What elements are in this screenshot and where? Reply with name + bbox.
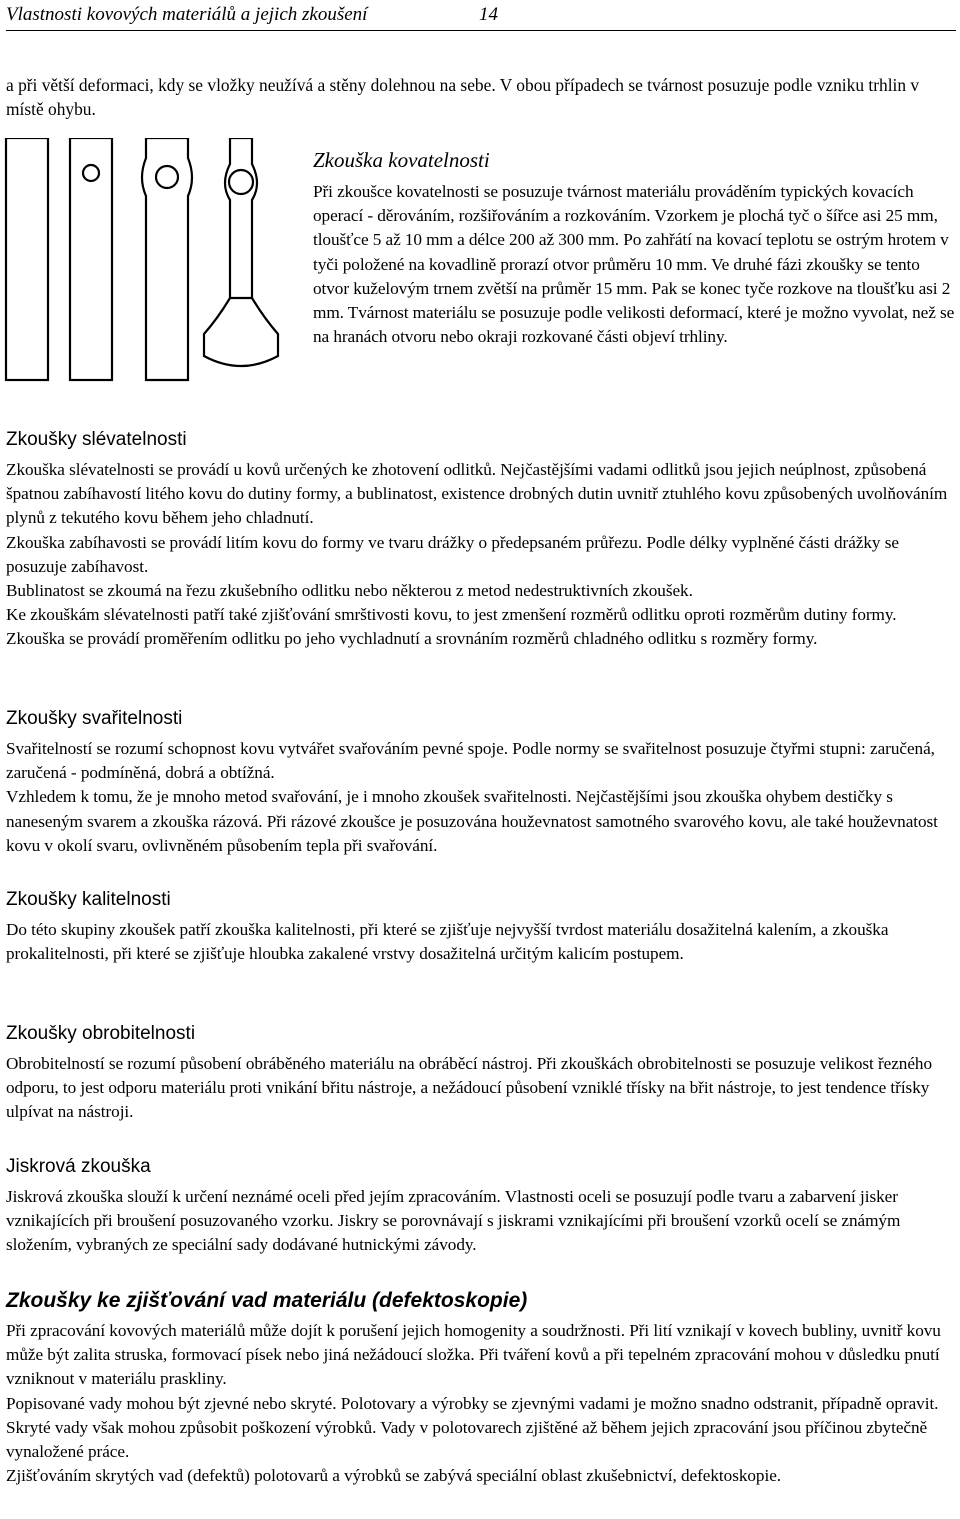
casting-paragraph: Bublinatost se zkoumá na řezu zkušebního odlitku nebo některou z metod nedestruktivních zkoušek. bbox=[6, 581, 693, 601]
specimen-plain bbox=[6, 138, 48, 380]
page-header bbox=[6, 2, 956, 28]
forging-test-specimens-figure bbox=[4, 138, 289, 388]
specimen-forged bbox=[204, 138, 278, 366]
casting-section bbox=[6, 428, 956, 652]
welding-section bbox=[6, 707, 956, 858]
forging-test-block bbox=[313, 146, 956, 349]
welding-paragraph: Svařitelností se rozumí schopnost kovu vytvářet svařováním pevné spoje. Podle normy se svařitelnost posuzuje čtyřmi stupni: zaručená, zaručená - podmíněná, dobrá a obtížná. bbox=[6, 739, 935, 783]
document-title: Vlastnosti kovových materiálů a jejich zkoušení bbox=[6, 4, 368, 25]
hardening-paragraph: Do této skupiny zkoušek patří zkouška kalitelnosti, při které se zjišťuje nejvyšší tvrdost materiálu dosažitelná kalením, a zkouška prokalitelnosti, při které se zjišťuje hloubka zakalené vrstvy dosažitelná určitým kalicím postupem. bbox=[6, 920, 889, 964]
casting-title: Zkoušky slévatelnosti bbox=[6, 429, 187, 450]
casting-paragraph: Zkouška zabíhavosti se provádí litím kovu do formy ve tvaru drážky o předepsaném průřezu. Podle délky vyplněné části drážky se posuzuje zabíhavost. bbox=[6, 532, 899, 576]
page-number: 14 bbox=[479, 4, 498, 25]
specimen-widened bbox=[142, 138, 192, 380]
casting-paragraph: Zkouška slévatelnosti se provádí u kovů určených ke zhotovení odlitků. Nejčastějšími vadami odlitků jsou jejich neúplnost, způsobená špatnou zabíhavostí litého kovu do dutiny formy, a bublinatost, existence drobných dutin uvnitř ztuhlého kovu způsobených uvolňováním plynů z tekutého kovu během jeho chladnutí. bbox=[6, 460, 948, 528]
machining-paragraph: Obrobitelností se rozumí působení obráběného materiálu na obráběcí nástroj. Při zkouškách obrobitelnosti se posuzuje velikost řezného odporu, to jest odporu materiálu proti vnikání břitu nástroje, a nežádoucí působení vzniklé třísky na břit nástroje, to jest tendence třísky ulpívat na nástroji. bbox=[6, 1054, 933, 1122]
specimen-punched bbox=[70, 138, 112, 380]
machining-title: Zkoušky obrobitelnosti bbox=[6, 1023, 196, 1044]
forging-test-text: Při zkoušce kovatelnosti se posuzuje tvárnost materiálu prováděním typických kovacích operací - děrováním, rozšiřováním a rozkováním. Vzorkem je plochá tyč o šířce asi 25 mm, tloušťce 5 až 10 mm a délce 200 až 300 mm. Po zahřátí na kovací teplotu se ostrým hrotem v tyči položené na kovadlině prorazí otvor průměru 10 mm. Ve druhé fázi zkoušky se tento otvor kuželovým trnem zvětší na průměr 15 mm. Pak se konec tyče rozkove na tloušťku asi 2 mm. Tvárnost materiálu se posuzuje podle velikosti deformací, které je možno vyvolat, než se na hranách otvoru nebo okraji rozkované části objeví trhliny. bbox=[313, 182, 955, 347]
defects-paragraph: Při zpracování kovových materiálů může dojít k porušení jejich homogenity a soudržnosti. Při lití vznikají v kovech bubliny, uvnitř kovu může být zalita struska, formovací písek nebo jiná nežádoucí složka. Při tváření kovů a při tepelném zpracování mohou v důsledku pnutí vzniknout v materiálu praskliny. bbox=[6, 1321, 941, 1389]
hardening-section bbox=[6, 888, 956, 966]
welding-title: Zkoušky svařitelnosti bbox=[6, 708, 183, 729]
intro-paragraph: a při větší deformaci, kdy se vložky neužívá a stěny dolehnou na sebe. V obou případech se tvárnost posuzuje podle vzniku trhlin v místě ohybu. bbox=[6, 75, 920, 120]
casting-paragraph: Ke zkouškám slévatelnosti patří také zjišťování smrštivosti kovu, to jest zmenšení rozměrů odlitku oproti rozměrům dutiny formy. Zkouška se provádí proměřením odlitku po jeho vychladnutí a srovnáním rozměrů chladného odlitku s rozměry formy. bbox=[6, 605, 897, 649]
spark-test-paragraph: Jiskrová zkouška slouží k určení neznámé oceli před jejím zpracováním. Vlastnosti oceli se posuzují podle tvaru a zabarvení jisker vznikajících při broušení posuzovaného vzorku. Jiskry se porovnávají s jiskrami vznikajícími při broušení vzorků ocelí se známým složením, vybraných ze speciální sady dodávané hutnickými závody. bbox=[6, 1187, 901, 1255]
defects-section bbox=[6, 1289, 956, 1488]
welding-paragraph: Vzhledem k tomu, že je mnoho metod svařování, je i mnoho zkoušek svařitelnosti. Nejčastějšími jsou zkouška ohybem destičky s naneseným svarem a zkouška rázová. Při rázové zkoušce je posuzována houževnatost samotného svarového kovu, ale také houževnatost kovu v okolí svaru, ovlivněném působením tepla při svařování. bbox=[6, 787, 938, 855]
defects-paragraph: Popisované vady mohou být zjevné nebo skryté. Polotovary a výrobky se zjevnými vadami je možno snadno odstranit, případně opravit. Skryté vady však mohou způsobit poškození výrobků. Vady v polotovarech zjištěné až během jejich zpracování jsou příčinou zbytečně vynaložené práce. bbox=[6, 1393, 939, 1462]
hardening-title: Zkoušky kalitelnosti bbox=[6, 889, 171, 910]
defects-title: Zkoušky ke zjišťování vad materiálu (defektoskopie) bbox=[6, 1289, 528, 1312]
defects-paragraph: Zjišťováním skrytých vad (defektů) polotovarů a výrobků se zabývá speciální oblast zkušebnictví, defektoskopie. bbox=[6, 1466, 782, 1486]
machining-section bbox=[6, 1022, 956, 1125]
spark-section bbox=[6, 1155, 956, 1258]
forging-test-title: Zkouška kovatelnosti bbox=[313, 148, 490, 172]
spark-test-title: Jiskrová zkouška bbox=[6, 1156, 151, 1177]
header-rule bbox=[6, 30, 956, 31]
